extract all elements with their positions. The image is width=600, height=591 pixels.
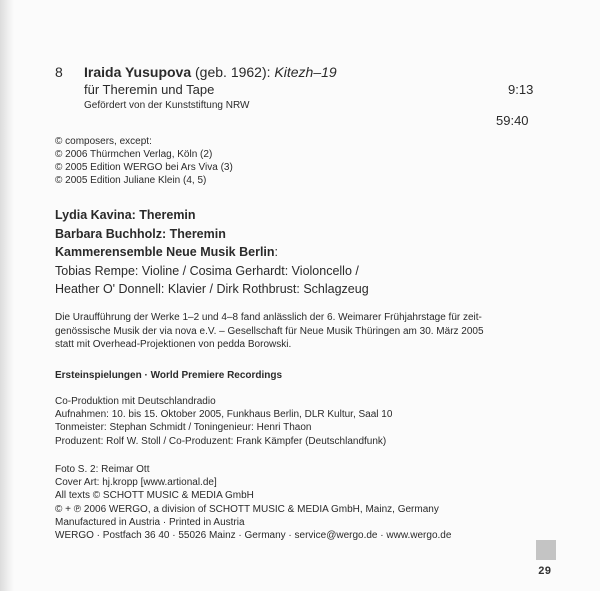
track-title: [84, 64, 337, 80]
ensemble-line: [55, 243, 369, 262]
recordings-heading: Ersteinspielungen · World Premiere Recordings: [55, 370, 283, 381]
credit-line: © + ℗ 2006 WERGO, a division of SCHOTT MUSIC & MEDIA GmbH, Mainz, Germany: [55, 503, 439, 515]
composer-dates: (geb. 1962):: [191, 64, 275, 80]
credit-line: WERGO · Postfach 36 40 · 55026 Mainz · Germany · service@wergo.de · www.wergo.de: [55, 530, 452, 542]
total-duration: 59:40: [496, 113, 529, 128]
copyright-line: © 2005 Edition WERGO bei Ars Viva (3): [55, 162, 233, 173]
paragraph-line: statt mit Overhead-Projektionen von pedda Borowski.: [55, 339, 292, 350]
production-line: Tonmeister: Stephan Schmidt / Toningenieur: Henri Thaon: [55, 422, 312, 434]
track-instrumentation: für Theremin und Tape: [84, 82, 215, 97]
track-number: 8: [55, 64, 63, 80]
production-line: Co-Produktion mit Deutschlandradio: [55, 396, 216, 407]
production-line: Produzent: Rolf W. Stoll / Co-Produzent: Frank Kämpfer (Deutschlandfunk): [55, 435, 387, 447]
credit-line: All texts © SCHOTT MUSIC & MEDIA GmbH: [55, 490, 254, 502]
ensemble-colon: :: [274, 245, 279, 259]
performers: [55, 206, 369, 299]
page-tab-marker: [536, 540, 556, 560]
page-number: 29: [538, 566, 552, 578]
production-credits: [55, 395, 392, 448]
work-title: Kitezh–19: [274, 64, 337, 80]
premiere-paragraph: [55, 311, 484, 352]
paragraph-line: genössische Musik der via nova e.V. – Gesellschaft für Neue Musik Thüringen am 30. März 2005: [55, 325, 484, 337]
copyright-line: © 2005 Edition Juliane Klein (4, 5): [55, 175, 207, 186]
credit-line: Manufactured in Austria · Printed in Austria: [55, 516, 245, 528]
ensemble-members: Heather O' Donnell: Klavier / Dirk Rothbrust: Schlagzeug: [55, 282, 369, 296]
ensemble-members: Tobias Rempe: Violine / Cosima Gerhardt: Violoncello /: [55, 263, 359, 278]
booklet-spine-shadow: [0, 0, 14, 591]
publishing-credits: [55, 463, 451, 542]
performer-lead: Barbara Buchholz: Theremin: [55, 226, 226, 241]
ensemble-name: Kammerensemble Neue Musik Berlin: [55, 245, 275, 259]
production-line: Aufnahmen: 10. bis 15. Oktober 2005, Funkhaus Berlin, DLR Kultur, Saal 10: [55, 409, 393, 421]
composer-name: Iraida Yusupova: [84, 64, 192, 80]
copyright-line: © composers, except:: [55, 136, 152, 147]
copyright-list: [55, 135, 233, 187]
copyright-line: © 2006 Thürmchen Verlag, Köln (2): [55, 149, 213, 160]
performer-lead: Lydia Kavina: Theremin: [55, 208, 196, 222]
track-funding-note: Gefördert von der Kunststiftung NRW: [84, 100, 250, 111]
credit-line: Foto S. 2: Reimar Ott: [55, 464, 150, 475]
track-duration: 9:13: [508, 82, 534, 97]
credit-line: Cover Art: hj.kropp [www.artional.de]: [55, 477, 217, 489]
paragraph-line: Die Uraufführung der Werke 1–2 und 4–8 fand anlässlich der 6. Weimarer Frühjahrstage für zeit-: [55, 312, 482, 323]
